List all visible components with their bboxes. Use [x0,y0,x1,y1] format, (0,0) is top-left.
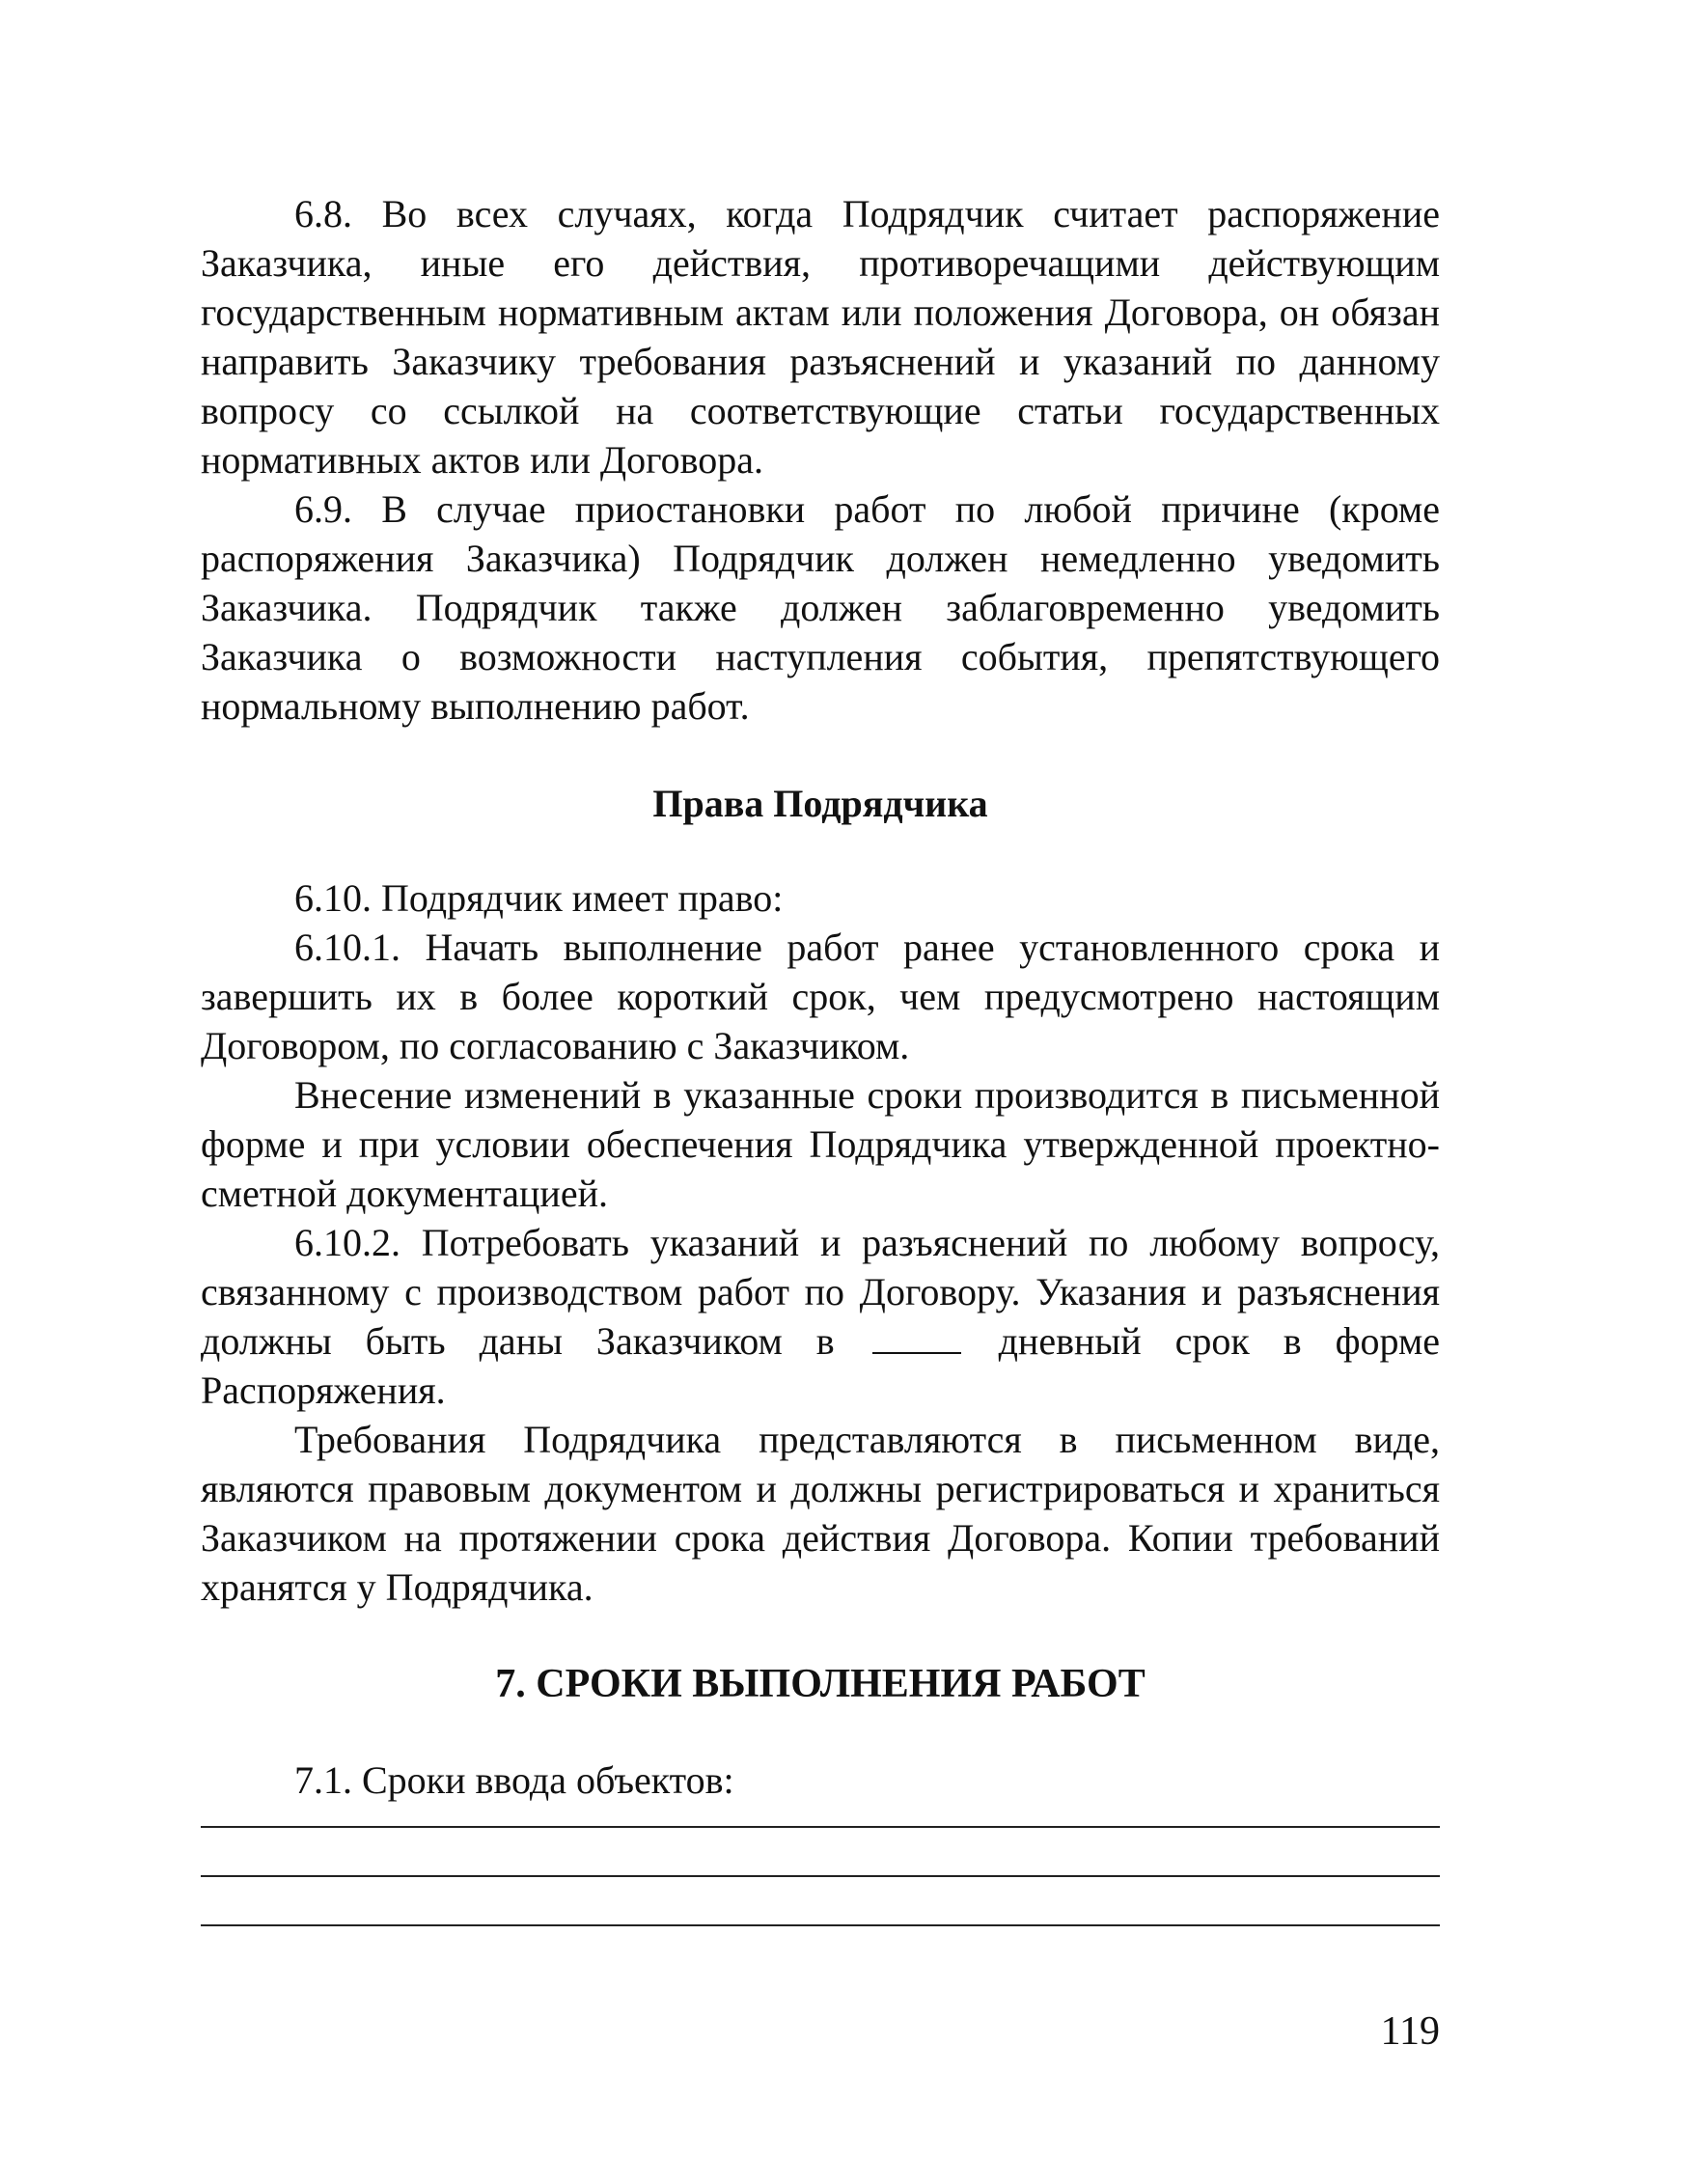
paragraph-6-10-2-text-before: 6.10.2. Потребовать указаний и разъяснений по любому вопросу, связанному с производством работ по Договору. Указания и разъяснения должны быть даны Заказчиком в [201,1221,1440,1363]
paragraph-6-9: 6.9. В случае приостановки работ по любой причине (кроме распоряжения Заказчика) Подрядчик должен немедленно уведомить Заказчика. Подрядчик также должен заблаговременно уведомить Заказчика о возможности наступления события, препятствующего нормальному выполнению работ. [201,487,1440,728]
paragraph-6-10-2-text-after: дневный срок в форме Распоряжения. [201,1319,1441,1412]
heading-contractor-rights: Права Подрядчика [652,782,988,825]
days-blank-field [872,1321,961,1354]
paragraph-changes: Внесение изменений в указанные сроки производится в письменной форме и при условии обеспечения Подрядчика утвержденной проектно-сметной документацией. [201,1073,1440,1215]
blank-line [201,1826,1440,1828]
paragraph-6-8: 6.8. Во всех случаях, когда Подрядчик считает распоряжение Заказчика, иные его действия, противоречащими действующим государственным нормативным актам или положения Договора, он обязан направить Заказчику требования разъяснений и указаний по данному вопросу со ссылкой на соответствующие статьи государственных нормативных актов или Договора. [201,192,1440,482]
paragraph-7-1: 7.1. Сроки ввода объектов: [294,1758,734,1802]
paragraph-6-10: 6.10. Подрядчик имеет право: [294,876,784,920]
paragraph-6-10-1: 6.10.1. Начать выполнение работ ранее установленного срока и завершить их в более короткий срок, чем предусмотрено настоящим Договором, по согласованию с Заказчиком. [201,926,1440,1067]
blank-line [201,1924,1440,1926]
blank-line [201,1875,1440,1877]
paragraph-requirements: Требования Подрядчика представляются в письменном виде, являются правовым документом и должны регистрироваться и храниться Заказчиком на протяжении срока действия Договора. Копии требований хранятся у Подрядчика. [201,1418,1440,1609]
heading-section-7: 7. СРОКИ ВЫПОЛНЕНИЯ РАБОТ [495,1662,1146,1706]
paragraph-6-10-2 [201,1218,1440,1415]
blank-lines [201,1826,1440,1926]
document-page [201,189,1440,1974]
page-number: 119 [1380,2009,1440,2054]
